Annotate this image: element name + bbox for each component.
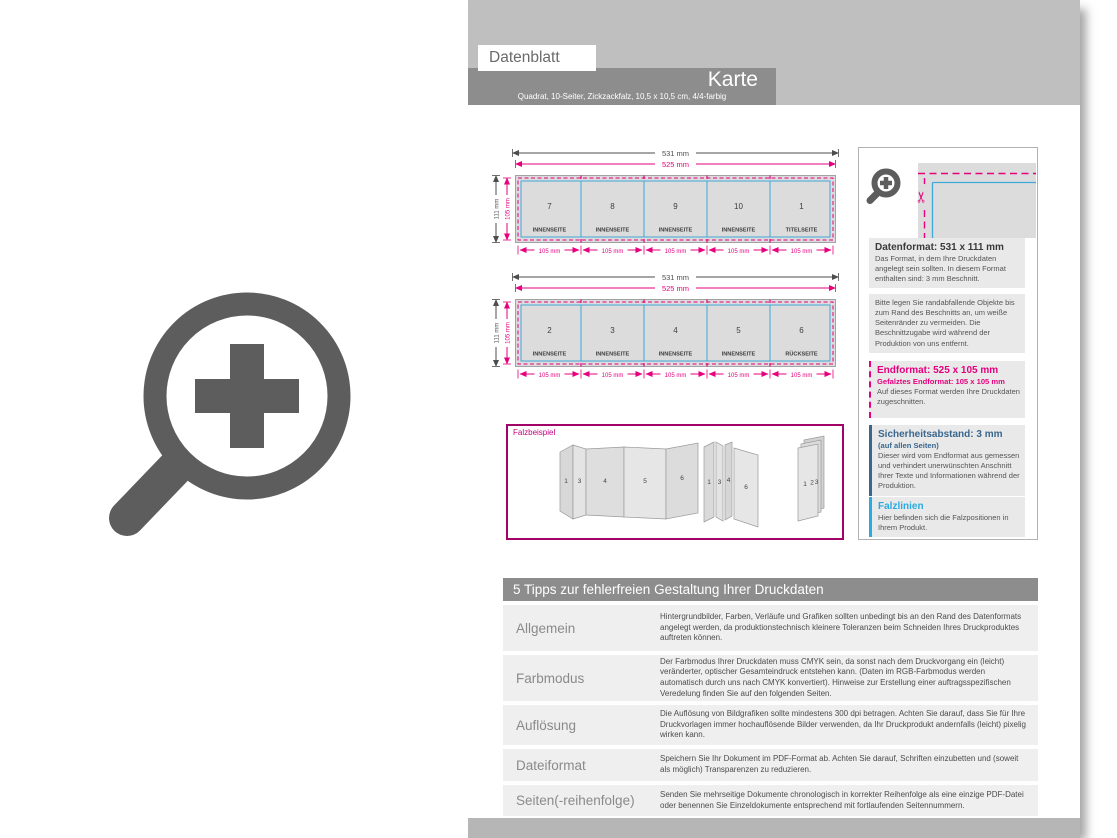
tip-row-label: Allgemein <box>516 620 576 636</box>
zoom-plus-icon <box>100 280 362 552</box>
panel-caption: RÜCKSEITE <box>785 351 818 358</box>
datasheet-page <box>468 0 1080 838</box>
dimension-label: 525 mm <box>661 160 690 169</box>
section-body: Das Format, in dem Ihre Druckdaten angelegt sein sollten. In diesem Format enthalten sind: 3 mm Beschnitt. <box>875 254 1006 284</box>
tip-row-text: Die Auflösung von Bildgrafiken sollte mindestens 300 dpi betragen. Achten Sie darauf, dass Sie für Ihre Druckvorlagen immer hochauflösende Bilder verwenden, da Ihr Druckprodukt andernfalls (leicht) pixelig wirken kann. <box>660 708 1026 740</box>
section-title: Endformat: 525 x 105 mm <box>877 365 999 376</box>
panel-number: 10 <box>734 202 743 211</box>
panel-number: 9 <box>673 202 678 211</box>
dimension-label: 105 mm <box>790 373 813 379</box>
section-subtitle: (auf allen Seiten) <box>878 441 939 450</box>
panel-number: 3 <box>610 326 615 335</box>
tip-row-text: Hintergrundbilder, Farben, Verläufe und Grafiken sollten unbedingt bis an den Rand des Datenformats angelegt werden, da produktionstechnisch kleinere Toleranzen beim Schneiden Ihres Druckproduktes auftreten können. <box>660 611 1022 643</box>
panel-caption: INNENSEITE <box>595 227 630 234</box>
dimension-label: 111 mm <box>494 198 501 220</box>
fold-panel-number: 3 <box>717 479 722 486</box>
fold-example-label: Falzbeispiel <box>513 428 556 437</box>
title-band <box>468 68 776 105</box>
table-row <box>503 705 1038 745</box>
dimension-label: 105 mm <box>505 322 512 344</box>
dimension-label: 105 mm <box>505 198 512 220</box>
panel-caption: TITELSEITE <box>785 227 818 234</box>
fold-panel-number: 2 <box>810 479 814 487</box>
table-row <box>503 785 1038 816</box>
table-row <box>503 749 1038 781</box>
fold-panel-number: 1 <box>803 481 807 488</box>
dimension-label: 525 mm <box>661 284 690 293</box>
section-body: Dieser wird vom Endformat aus gemessen und verhindert unerwünschten Anschnitt Ihrer Texte und Informationen während der Produktion. <box>878 451 1020 491</box>
fold-panel-number: 3 <box>814 479 819 486</box>
section-subtitle: Gefalztes Endformat: 105 x 105 mm <box>877 377 1005 386</box>
panel-number: 1 <box>799 202 804 211</box>
table-row <box>503 605 1038 651</box>
fold-panel-number: 4 <box>726 477 731 484</box>
dimension-label: 531 mm <box>661 149 690 158</box>
dimension-label: 105 mm <box>664 249 687 255</box>
scissors-icon: ✂ <box>913 190 931 204</box>
section-body: Hier befinden sich die Falzpositionen in Ihrem Produkt. <box>878 513 1009 533</box>
panel-number: 4 <box>673 326 678 335</box>
panel-number: 2 <box>547 326 552 335</box>
dimension-label: 105 mm <box>727 373 750 379</box>
dimension-label: 105 mm <box>601 373 624 379</box>
layout-diagram-bottom <box>487 270 847 384</box>
dimension-label: 105 mm <box>538 373 561 379</box>
section-title: Sicherheitsabstand: 3 mm <box>878 429 1003 440</box>
section-sicherheitsabstand <box>869 425 1025 496</box>
dimension-label: 105 mm <box>664 373 687 379</box>
section-endformat <box>869 361 1025 418</box>
tip-row-label: Auflösung <box>516 717 577 733</box>
section-bleed-note <box>869 294 1025 353</box>
tip-row-label: Seiten(-reihenfolge) <box>516 793 635 808</box>
page-subtitle: Quadrat, 10-Seiter, Zickzackfalz, 10,5 x 10,5 cm, 4/4-farbig <box>517 92 727 101</box>
panel-number: 7 <box>547 202 552 211</box>
zoom-plus-icon-small <box>865 166 903 210</box>
panel-caption: INNENSEITE <box>532 227 567 234</box>
fold-panel-number: 1 <box>564 478 568 485</box>
tip-row-text: Senden Sie mehrseitige Dokumente chronologisch in korrekter Reihenfolge als eine einzige PDF-Datei oder benennen Sie Einzeldokumente entsprechend mit fortlaufenden Seitennummern. <box>660 789 1024 810</box>
panel-caption: INNENSEITE <box>721 351 756 358</box>
section-body: Bitte legen Sie randabfallende Objekte bis zum Rand des Beschnitts an, um weiße Seitenränder zu vermeiden. Die Beschnittzugabe wird während der Produktion von uns entfernt. <box>875 298 1015 348</box>
layout-diagram-top <box>487 146 847 260</box>
footer-band <box>468 818 1080 838</box>
section-body: Auf dieses Format werden Ihre Druckdaten zugeschnitten. <box>877 387 1020 407</box>
dimension-label: 111 mm <box>494 322 501 344</box>
panel-number: 5 <box>736 326 741 335</box>
section-datenformat <box>869 238 1025 288</box>
panel-caption: INNENSEITE <box>721 227 756 234</box>
dimension-label: 105 mm <box>790 249 813 255</box>
panel-caption: INNENSEITE <box>658 227 693 234</box>
tip-row-text: Der Farbmodus Ihrer Druckdaten muss CMYK sein, da sonst nach dem Druckvorgang ein (leicht) veränderter, optischer Gesamteindruck entstehen kann. (Daten im RGB-Farbmodus werden automatisch durch uns nach CMYK konvertiert). Hinweise zur Erstellung einer auftragsspezifischen Veredelung finden Sie auf den folgenden Seiten. <box>660 656 1011 698</box>
dimension-label: 105 mm <box>727 249 750 255</box>
fold-panel-number: 4 <box>603 478 607 485</box>
table-row <box>503 655 1038 701</box>
fold-example-box <box>506 424 844 540</box>
tip-row-label: Dateiformat <box>516 757 586 773</box>
fold-panel-number: 6 <box>744 484 748 491</box>
datenblatt-tab <box>478 45 596 71</box>
datenblatt-tab-label: Datenblatt <box>489 49 560 66</box>
dimension-label: 105 mm <box>601 249 624 255</box>
section-falzlinien <box>869 497 1025 537</box>
page-title: Karte <box>707 68 758 91</box>
panel-number: 6 <box>799 326 804 335</box>
fold-panel-number: 1 <box>707 479 711 486</box>
tip-row-text: Speichern Sie Ihr Dokument im PDF-Format ab. Achten Sie darauf, Schriften einzubetten und (soweit als möglich) Transparenzen zu reduzieren. <box>660 754 1019 774</box>
info-sidebar <box>858 147 1038 540</box>
section-title: Falzlinien <box>878 501 924 512</box>
tip-row-label: Farbmodus <box>516 670 585 686</box>
fold-panel-number: 6 <box>680 475 684 482</box>
section-title: Datenformat: 531 x 111 mm <box>875 242 1004 253</box>
dimension-label: 105 mm <box>538 249 561 255</box>
fold-panel-number: 5 <box>643 478 647 485</box>
dimension-label: 531 mm <box>661 273 690 282</box>
bleed-detail-view <box>905 152 1036 238</box>
fold-panel-number: 3 <box>577 478 582 485</box>
panel-caption: INNENSEITE <box>658 351 693 358</box>
panel-caption: INNENSEITE <box>595 351 630 358</box>
tips-table <box>503 578 1038 816</box>
tips-table-title: 5 Tipps zur fehlerfreien Gestaltung Ihrer Druckdaten <box>503 578 1038 601</box>
fold-example-illustration <box>508 426 838 534</box>
panel-caption: INNENSEITE <box>532 351 567 358</box>
panel-number: 8 <box>610 202 615 211</box>
